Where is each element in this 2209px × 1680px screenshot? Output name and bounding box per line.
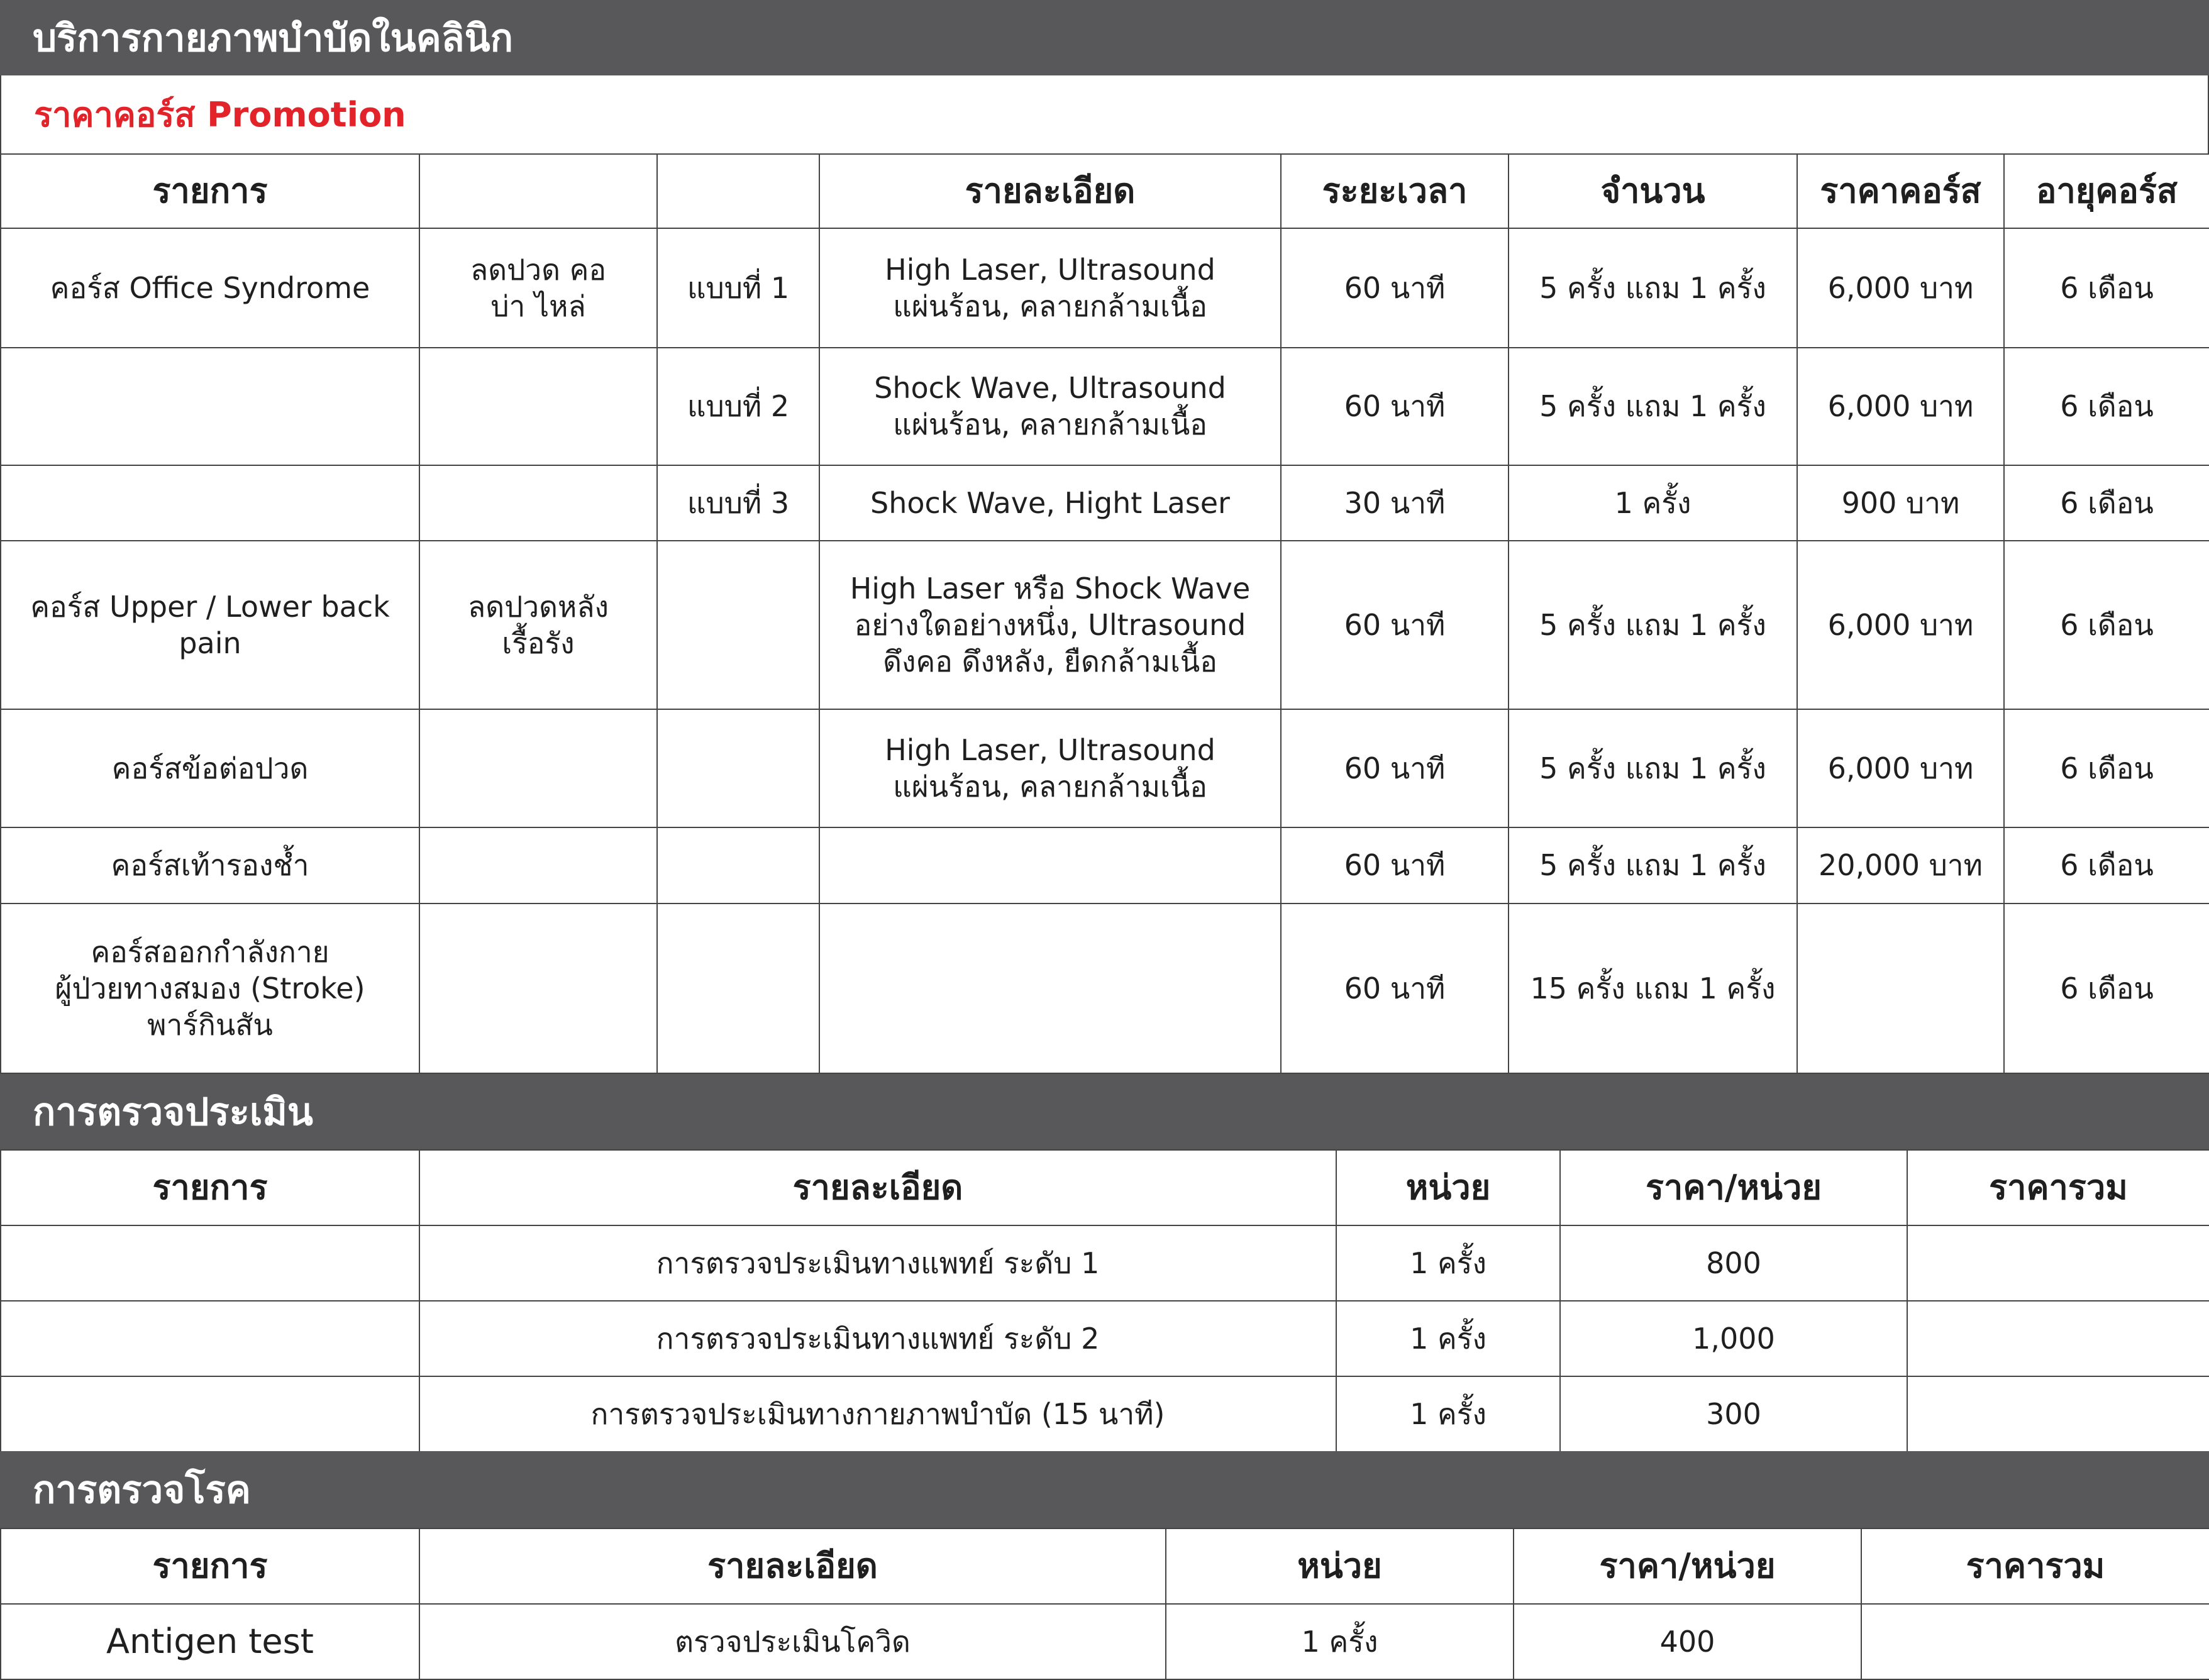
course-count: 5 ครั้ง แถม 1 ครั้ง (1509, 228, 1797, 348)
course-age: 6 เดือน (2004, 709, 2209, 827)
table-row (1, 709, 2209, 827)
assessment-item (1, 1225, 419, 1301)
assessment-price: 800 (1560, 1225, 1907, 1301)
assessment-table (0, 1149, 2209, 1452)
course-name (1, 465, 419, 541)
table-row (1, 541, 2209, 709)
course-duration: 30 นาที (1281, 465, 1509, 541)
course-count: 1 ครั้ง (1509, 465, 1797, 541)
header-price: ราคาคอร์ส (1797, 154, 2004, 228)
assessment-unit: 1 ครั้ง (1336, 1301, 1560, 1376)
disease-table (0, 1528, 2209, 1680)
course-header-row (1, 154, 2209, 228)
page-title: บริการกายภาพบำบัดในคลินิก (33, 16, 513, 60)
disease-unit: 1 ครั้ง (1166, 1604, 1514, 1679)
table-row (1, 465, 2209, 541)
course-detail: High Laser หรือ Shock Wave อย่างใดอย่างหนึ่ง, Ultrasound ดึงคอ ดึงหลัง, ยืดกล้ามเนื้อ (819, 541, 1281, 709)
assessment-unit: 1 ครั้ง (1336, 1376, 1560, 1452)
header-detail: รายละเอียด (419, 1150, 1336, 1225)
course-type: แบบที่ 3 (657, 465, 819, 541)
course-goal (419, 465, 657, 541)
assessment-total (1907, 1225, 2209, 1301)
course-price (1797, 904, 2004, 1073)
course-detail (819, 827, 1281, 903)
promo-label-row (0, 75, 2209, 153)
course-type (657, 827, 819, 903)
assessment-title: การตรวจประเมิน (33, 1090, 313, 1134)
course-type: แบบที่ 2 (657, 348, 819, 465)
course-age: 6 เดือน (2004, 228, 2209, 348)
header-unit: หน่วย (1336, 1150, 1560, 1225)
course-detail (819, 904, 1281, 1073)
header-detail: รายละเอียด (419, 1528, 1166, 1604)
course-name: คอร์สข้อต่อปวด (1, 709, 419, 827)
course-count: 5 ครั้ง แถม 1 ครั้ง (1509, 709, 1797, 827)
course-count: 5 ครั้ง แถม 1 ครั้ง (1509, 348, 1797, 465)
assessment-price: 300 (1560, 1376, 1907, 1452)
course-duration: 60 นาที (1281, 827, 1509, 903)
course-name (1, 348, 419, 465)
course-duration: 60 นาที (1281, 348, 1509, 465)
promo-label: ราคาคอร์ส Promotion (34, 95, 406, 135)
course-count: 5 ครั้ง แถม 1 ครั้ง (1509, 827, 1797, 903)
course-type (657, 904, 819, 1073)
table-row (1, 1225, 2209, 1301)
assessment-detail: การตรวจประเมินทางแพทย์ ระดับ 1 (419, 1225, 1336, 1301)
course-duration: 60 นาที (1281, 541, 1509, 709)
header-count: จำนวน (1509, 154, 1797, 228)
course-duration: 60 นาที (1281, 228, 1509, 348)
course-age: 6 เดือน (2004, 827, 2209, 903)
course-name: คอร์สออกกำลังกาย ผู้ป่วยทางสมอง (Stroke) พาร์กินสัน (1, 904, 419, 1073)
header-unit-price: ราคา/หน่วย (1560, 1150, 1907, 1225)
course-goal (419, 709, 657, 827)
course-goal: ลดปวด คอ บ่า ไหล่ (419, 228, 657, 348)
header-item: รายการ (1, 154, 419, 228)
assessment-total (1907, 1376, 2209, 1452)
course-table (0, 153, 2209, 1074)
course-goal (419, 904, 657, 1073)
course-goal (419, 827, 657, 903)
assessment-unit: 1 ครั้ง (1336, 1225, 1560, 1301)
assessment-title-band (0, 1074, 2209, 1149)
course-type (657, 709, 819, 827)
course-detail: Shock Wave, Ultrasound แผ่นร้อน, คลายกล้ามเนื้อ (819, 348, 1281, 465)
table-row (1, 904, 2209, 1073)
course-count: 15 ครั้ง แถม 1 ครั้ง (1509, 904, 1797, 1073)
header-detail: รายละเอียด (819, 154, 1281, 228)
disease-title-band (0, 1451, 2209, 1528)
course-name: คอร์ส Office Syndrome (1, 228, 419, 348)
assessment-header-row (1, 1150, 2209, 1225)
header-duration: ระยะเวลา (1281, 154, 1509, 228)
assessment-detail: การตรวจประเมินทางแพทย์ ระดับ 2 (419, 1301, 1336, 1376)
course-price: 6,000 บาท (1797, 709, 2004, 827)
course-detail: High Laser, Ultrasound แผ่นร้อน, คลายกล้ามเนื้อ (819, 709, 1281, 827)
table-row (1, 348, 2209, 465)
table-row (1, 827, 2209, 903)
header-age: อายุคอร์ส (2004, 154, 2209, 228)
header-type (657, 154, 819, 228)
course-price: 6,000 บาท (1797, 541, 2004, 709)
header-total: ราคารวม (1907, 1150, 2209, 1225)
course-name: คอร์ส Upper / Lower back pain (1, 541, 419, 709)
disease-detail: ตรวจประเมินโควิด (419, 1604, 1166, 1679)
table-row (1, 228, 2209, 348)
table-row (1, 1376, 2209, 1452)
header-item: รายการ (1, 1528, 419, 1604)
header-item: รายการ (1, 1150, 419, 1225)
course-goal: ลดปวดหลัง เรื้อรัง (419, 541, 657, 709)
header-unit: หน่วย (1166, 1528, 1514, 1604)
course-age: 6 เดือน (2004, 465, 2209, 541)
course-duration: 60 นาที (1281, 709, 1509, 827)
disease-header-row (1, 1528, 2209, 1604)
course-age: 6 เดือน (2004, 348, 2209, 465)
assessment-item (1, 1301, 419, 1376)
course-age: 6 เดือน (2004, 904, 2209, 1073)
assessment-item (1, 1376, 419, 1452)
course-goal (419, 348, 657, 465)
header-unit-price: ราคา/หน่วย (1514, 1528, 1861, 1604)
disease-item: Antigen test (1, 1604, 419, 1679)
course-price: 900 บาท (1797, 465, 2004, 541)
course-type (657, 541, 819, 709)
disease-total (1861, 1604, 2209, 1679)
course-name: คอร์สเท้ารองช้ำ (1, 827, 419, 903)
course-age: 6 เดือน (2004, 541, 2209, 709)
disease-title: การตรวจโรค (33, 1467, 251, 1512)
course-duration: 60 นาที (1281, 904, 1509, 1073)
course-detail: High Laser, Ultrasound แผ่นร้อน, คลายกล้ามเนื้อ (819, 228, 1281, 348)
assessment-total (1907, 1301, 2209, 1376)
page-title-band (0, 0, 2209, 75)
course-detail: Shock Wave, Hight Laser (819, 465, 1281, 541)
table-row (1, 1301, 2209, 1376)
course-type: แบบที่ 1 (657, 228, 819, 348)
disease-price: 400 (1514, 1604, 1861, 1679)
header-goal (419, 154, 657, 228)
assessment-price: 1,000 (1560, 1301, 1907, 1376)
course-count: 5 ครั้ง แถม 1 ครั้ง (1509, 541, 1797, 709)
table-row (1, 1604, 2209, 1679)
course-price: 6,000 บาท (1797, 348, 2004, 465)
header-total: ราคารวม (1861, 1528, 2209, 1604)
assessment-detail: การตรวจประเมินทางกายภาพบำบัด (15 นาที) (419, 1376, 1336, 1452)
course-price: 20,000 บาท (1797, 827, 2004, 903)
course-price: 6,000 บาท (1797, 228, 2004, 348)
